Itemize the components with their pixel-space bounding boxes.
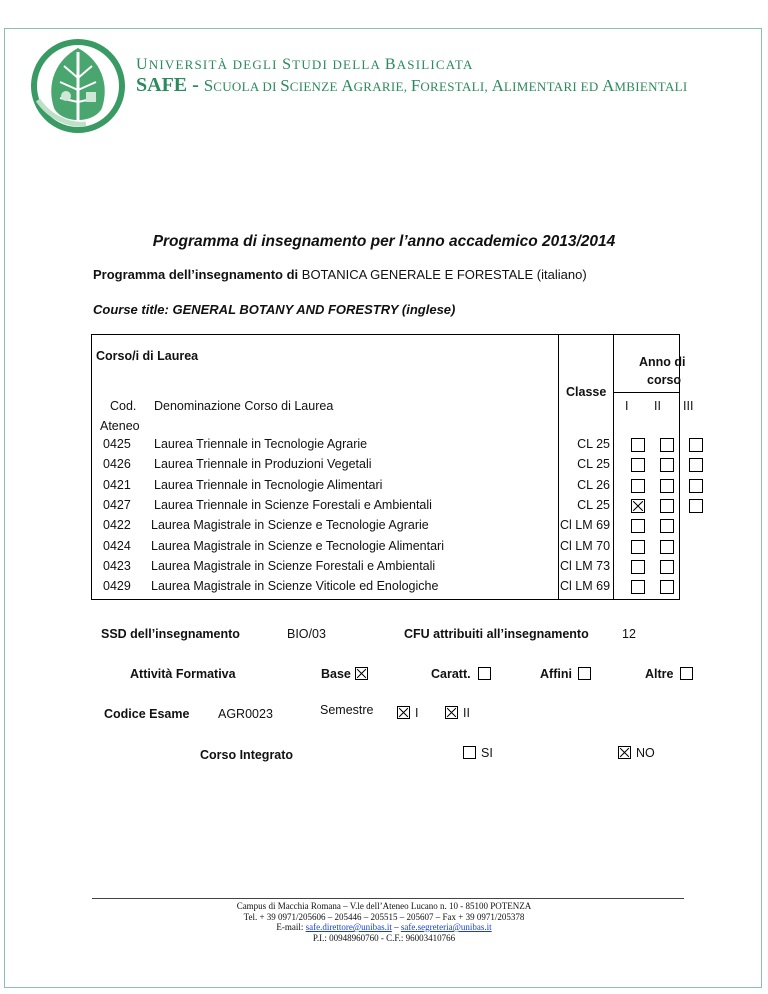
denominazione-label: Denominazione Corso di Laurea [154, 399, 334, 413]
footer-tax-ids: P.I.: 00948960760 - C.F.: 96003410766 [312, 932, 456, 943]
check-x-icon [356, 668, 367, 679]
si-checkbox[interactable] [463, 746, 476, 759]
row-classe: Cl LM 69 [560, 579, 611, 594]
semester-II-label: II [463, 706, 470, 720]
row-code: 0423 [103, 558, 131, 573]
no-checkbox[interactable] [618, 746, 631, 759]
year-I-checkbox[interactable] [631, 438, 645, 452]
codice-label: Codice Esame [104, 707, 190, 721]
year-I-checkbox[interactable] [631, 479, 645, 493]
year-label-III: III [683, 399, 694, 413]
degree-table [91, 334, 694, 600]
affini-checkbox[interactable] [578, 667, 591, 680]
row-code: 0421 [103, 477, 131, 492]
semester-I-checkbox[interactable] [397, 706, 410, 719]
row-classe: CL 25 [577, 497, 610, 512]
semester-I-label: I [415, 706, 419, 720]
year-label-I: I [625, 399, 629, 413]
course-title: Course title: GENERAL BOTANY AND FORESTRY (inglese) [93, 302, 456, 317]
si-label: SI [481, 746, 493, 760]
year-I-checkbox[interactable] [631, 458, 645, 472]
university-name: UNIVERSITÀ DEGLI STUDI DELLA BASILICATA [136, 56, 474, 73]
cfu-value: 12 [622, 627, 636, 641]
year-II-checkbox[interactable] [660, 560, 674, 574]
year-I-checkbox[interactable] [631, 519, 645, 533]
year-I-checkbox[interactable] [631, 499, 645, 513]
row-classe: CL 26 [577, 477, 610, 492]
footer-phone: Tel. + 39 0971/205606 – 205446 – 205515 – 205607 – Fax + 39 0971/205378 [243, 911, 525, 922]
row-classe: Cl LM 69 [560, 518, 611, 533]
caratt-label: Caratt. [431, 667, 471, 681]
semestre-label: Semestre [320, 703, 374, 717]
row-name: Laurea Magistrale in Scienze e Tecnologie Alimentari [151, 538, 444, 553]
row-name: Laurea Triennale in Tecnologie Agrarie [154, 437, 368, 451]
row-classe: Cl LM 70 [560, 538, 611, 553]
altre-label: Altre [645, 667, 674, 681]
year-II-checkbox[interactable] [660, 438, 674, 452]
base-checkbox[interactable] [355, 667, 368, 680]
year-III-checkbox[interactable] [689, 438, 703, 452]
year-II-checkbox[interactable] [660, 540, 674, 554]
year-II-checkbox[interactable] [660, 458, 674, 472]
row-code: 0426 [103, 457, 131, 472]
row-name: Laurea Magistrale in Scienze Forestali e Ambientali [151, 558, 436, 573]
row-code: 0422 [103, 518, 131, 533]
year-II-checkbox[interactable] [660, 580, 674, 594]
program-value: BOTANICA GENERALE E FORESTALE (italiano) [298, 267, 587, 282]
school-name: SAFE - SCUOLA DI SCIENZE AGRARIE, FORESTALI, ALIMENTARI ED AMBIENTALI [136, 74, 688, 96]
row-name: Laurea Triennale in Scienze Forestali e Ambientali [154, 497, 432, 512]
row-classe: CL 25 [577, 437, 610, 451]
integrato-label: Corso Integrato [200, 748, 294, 762]
ssd-label: SSD dell’insegnamento [101, 627, 240, 641]
divider [613, 335, 614, 599]
corsi-label: Corso/i di Laurea [96, 349, 199, 363]
program-line [93, 267, 587, 282]
footer-email: E-mail: safe.direttore@unibas.it – safe.segreteria@unibas.it [276, 922, 492, 932]
row-name: Laurea Magistrale in Scienze Viticole ed Enologiche [151, 579, 439, 594]
check-x-icon [619, 747, 630, 758]
row-name: Laurea Triennale in Produzioni Vegetali [154, 457, 372, 472]
check-x-icon [398, 707, 409, 718]
divider [613, 392, 679, 393]
year-I-checkbox[interactable] [631, 580, 645, 594]
ateneo-label: Ateneo [100, 419, 140, 433]
year-I-checkbox[interactable] [631, 560, 645, 574]
year-label-II: II [654, 399, 661, 413]
anno-label-2: corso [647, 373, 682, 387]
row-classe: Cl LM 73 [560, 558, 611, 573]
row-classe: CL 25 [577, 457, 610, 472]
check-x-icon [632, 500, 644, 512]
year-III-checkbox[interactable] [689, 499, 703, 513]
attivita-label: Attività Formativa [130, 667, 236, 681]
document-title: Programma di insegnamento per l’anno accademico 2013/2014 [152, 233, 616, 250]
base-label: Base [321, 667, 351, 681]
row-code: 0427 [103, 497, 131, 512]
year-III-checkbox[interactable] [689, 479, 703, 493]
footer-divider [92, 898, 684, 899]
semester-II-checkbox[interactable] [445, 706, 458, 719]
row-code: 0429 [103, 579, 131, 594]
divider [558, 335, 559, 599]
university-logo [30, 38, 126, 134]
caratt-checkbox[interactable] [478, 667, 491, 680]
year-II-checkbox[interactable] [660, 519, 674, 533]
program-label: Programma dell’insegnamento di [93, 267, 299, 282]
email-link-segreteria[interactable]: safe.segreteria@unibas.it [400, 922, 492, 932]
footer [0, 901, 768, 943]
altre-checkbox[interactable] [680, 667, 693, 680]
cod-label: Cod. [110, 399, 137, 413]
anno-label: Anno di [639, 355, 686, 369]
year-I-checkbox[interactable] [631, 540, 645, 554]
row-name: Laurea Magistrale in Scienze e Tecnologie Agrarie [151, 518, 429, 533]
email-link-direttore[interactable]: safe.direttore@unibas.it [305, 922, 392, 932]
year-II-checkbox[interactable] [660, 499, 674, 513]
no-label: NO [636, 746, 655, 760]
row-code: 0424 [103, 538, 131, 553]
check-x-icon [446, 707, 457, 718]
footer-address: Campus di Macchia Romana – V.le dell’Ateneo Lucano n. 10 - 85100 POTENZA [236, 901, 532, 911]
classe-label: Classe [566, 385, 607, 399]
row-name: Laurea Triennale in Tecnologie Alimentari [154, 477, 383, 492]
cfu-label: CFU attribuiti all’insegnamento [404, 627, 589, 641]
row-code: 0425 [103, 437, 131, 451]
codice-value: AGR0023 [218, 707, 273, 721]
ssd-value: BIO/03 [287, 627, 326, 641]
affini-label: Affini [540, 667, 572, 681]
year-II-checkbox[interactable] [660, 479, 674, 493]
year-III-checkbox[interactable] [689, 458, 703, 472]
